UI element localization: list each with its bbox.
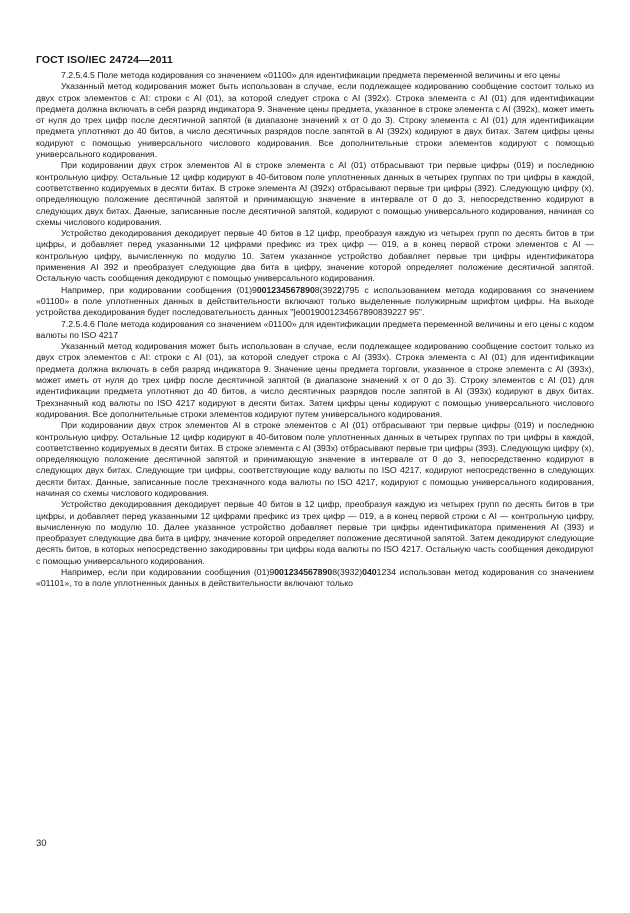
example-paragraph bbox=[36, 285, 594, 319]
section-heading-7-2-5-4-5: 7.2.5.4.5 Поле метода кодирования со значением «01100» для идентификации предмета переменной величины и его цены bbox=[61, 70, 560, 80]
text-run: Например, если при кодировании сообщения (01)9 bbox=[61, 567, 275, 578]
text-run: )795 с использованием метода кодирования со значением «01100» в поле уплотненных данных в действительности включают только выделенные полужирным шрифтом цифры. На выходе устройства декодирования будет последовательность данных "]e0019001234567890839227 95". bbox=[36, 284, 594, 318]
text-run: 8(3932) bbox=[332, 567, 363, 578]
paragraph: При кодировании двух строк элементов AI в строке элементов с AI (01) отбрасывают три первые цифры (019) и последнюю контрольную цифру. Остальные 12 цифр кодируют в 40-битовом поле уплотненных данных в четырех группах по три цифры в каждой, соответственно кодируемых в десяти битах. В строке элемента с AI (393x) отбрасывают первые три цифры (393). Следующую цифру (x), определяющую положение десятичной запятой и принимающую значение в интервале от 0 до 3, непосредственно кодируют в следующих двух битах. Следующие три цифры, соответствующие коду валюты по ISO 4217, кодируют непосредственно в следующих десяти битах. Данные, записанные после трехзначного кода валюты по ISO 4217, кодируют с помощью универсального кодирования, начиная со схемы числового кодирования. bbox=[36, 420, 594, 498]
paragraph: Указанный метод кодирования может быть использован в случае, если подлежащее кодированию сообщение состоит только из двух строк элементов с AI: строки с AI (01), за которой следует строка с AI (393x). Строка элемента с AI (01) для идентификации предмета должна включать в себя разряд индикатора 9. Значение цены предмета торговли, указанное в строке элемента с AI (393x), может иметь от нуля до трех цифр после десятичной запятой (в диапазоне значений x от 0 до 3). Строку элементов с AI (01) для идентификации предмета уплотняют до 40 битов, а число десятичных разрядов после запятой в AI (393x) кодируют в двух битах. Трехзначный код валюты по ISO 4217 кодируют в десяти битах. Затем цифры цены кодируют с помощью универсального числового кодирования. Все дополнительные строки элементов кодируют путем универсального кодирования. bbox=[36, 341, 594, 419]
bold-digits: 2 bbox=[337, 284, 342, 295]
paragraph: Устройство декодирования декодирует первые 40 битов в 12 цифр, преобразуя каждую из четырех групп по десять битов в три цифры, и добавляет перед указанными 12 цифрами префикс из трех цифр — 019, а в конец первой строки с AI — контрольную цифру, вычисленную по модулю 10. Далее указанное устройство добавляет первые три цифры идентификатора применения AI (393) и преобразует следующие два бита в цифру, значение которой определяет положение десятичной запятой. Затем декодируют следующие десять битов, в которых непосредственно закодированы три цифры кода валюты по ISO 4217. Остальную часть сообщения декодируют с помощью универсального кодирования. bbox=[36, 499, 594, 566]
bold-digits: 001234567890 bbox=[256, 284, 315, 295]
text-run: 1234 использован метод кодирования со значением «01101», то в поле уплотненных данных в действительности включают только bbox=[36, 567, 594, 589]
document-body bbox=[36, 70, 594, 590]
text-run: 8(392 bbox=[314, 284, 338, 295]
bold-digits: 040 bbox=[362, 567, 377, 578]
paragraph: При кодировании двух строк элементов AI в строке элемента с AI (01) отбрасывают три первые цифры (019) и последнюю контрольную цифру. Остальные 12 цифр кодируют в 40-битовом поле уплотненных данных в четырех группах по три цифры в каждой, соответственно кодируемых в десяти битах. В строке элемента AI (392x) отбрасывают первые три цифры (392). Следующую цифру (x), определяющую положение десятичной запятой и принимающую значение в интервале от 0 до 3, непосредственно кодируют в следующих двух битах. Данные, записанные после десятичной запятой, кодируют с помощью универсального кодирования, начиная со схемы числового кодирования. bbox=[36, 160, 594, 227]
standard-title-header: ГОСТ ISO/IEC 24724—2011 bbox=[36, 54, 173, 66]
bold-digits: 001234567890 bbox=[274, 567, 333, 578]
text-run: Например, при кодировании сообщения (01)9 bbox=[61, 284, 257, 295]
paragraph: Указанный метод кодирования может быть использован в случае, если подлежащее кодированию сообщение состоит только из двух строк элементов с AI: строки с AI (01), за которой следует строка с AI (392x). Строка элемента с AI (01) для идентификации предмета должна включать в себя разряд индикатора 9. Значение цены предмета, указанное в строке элемента с AI (392x), может иметь от нуля до трех цифр после десятичной запятой (в диапазоне значений x от 0 до 3). Строку элемента с AI (01) для идентификации предмета уплотняют до 40 битов, а число десятичных разрядов после запятой в AI (392x) кодируют в двух битах. Затем цифры цены кодируют с помощью универсального числового кодирования. Все дополнительные строки элементов кодируют с помощью универсального кодирования. bbox=[36, 81, 594, 160]
paragraph: Устройство декодирования декодирует первые 40 битов в 12 цифр, преобразуя каждую из четырех групп по десять битов в три цифры, и добавляет перед указанными 12 цифрами префикс из трех цифр — 019, а в конец первой строки элементов с AI — контрольную цифру, вычисленную по модулю 10. Затем указанное устройство добавляет первые три цифры идентификатора применения AI 392 и преобразует следующие два бита в цифру, значение которой определяет положение десятичной запятой. Остальную часть сообщения декодируют с помощью универсального кодирования. bbox=[36, 228, 594, 284]
example-paragraph bbox=[36, 567, 594, 590]
page-number: 30 bbox=[36, 838, 47, 849]
section-heading-7-2-5-4-6: 7.2.5.4.6 Поле метода кодирования со значением «01100» для идентификации предмета переменной величины и его цены с кодом валюты по ISO 4217 bbox=[36, 318, 594, 340]
